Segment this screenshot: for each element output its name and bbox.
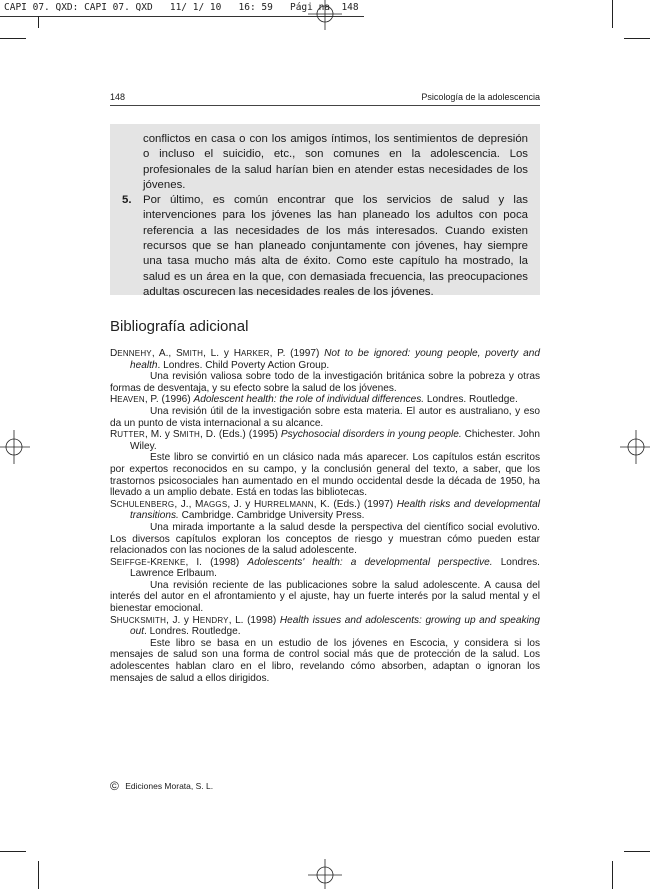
list-item-text: Por último, es común encontrar que los servicios de salud y las intervenciones para los jóvenes las han planeado los adultos con poca referencia a las necesidades de los más interesados. Cuando existen recursos que se han planeado conjuntamente con jóvenes, hay siempre una tasa mucho más alta de éxito. Como este capítulo ha mostrado, la salud es un área en la que, con demasiada frecuencia, las preocupaciones adultas oscurecen las necesidades reales de los jóvenes. <box>143 194 528 298</box>
reference-a2: , P. (1996) <box>144 394 194 406</box>
reference-a1sc: EAVEN <box>117 395 145 405</box>
reference-title: Psychosocial disorders in young people. <box>280 429 462 441</box>
running-head <box>110 91 540 106</box>
registration-mark-bottom <box>308 855 342 889</box>
reference-rest: Cambridge. Cambridge University Press. <box>178 510 365 522</box>
copyright-symbol: © <box>110 779 119 793</box>
reference <box>110 615 540 638</box>
reference-a1sc: UTTER <box>117 430 145 440</box>
page-number: 148 <box>110 92 126 102</box>
reference-a1: R <box>110 429 118 441</box>
reference-title: Adolescents' health: a developmental perspective. <box>247 556 493 568</box>
crop-mark-top-right-h <box>624 38 650 39</box>
list-item-number: 5. <box>122 194 132 207</box>
crop-mark-bottom-right-v <box>612 861 613 889</box>
reference-a1: S <box>110 614 117 626</box>
reference-a1: D <box>110 348 118 359</box>
reference-a2: , M. y S <box>144 429 180 441</box>
reference-rest: Chichester. John Wiley. <box>130 429 540 452</box>
reference-rest: . Londres. Child Poverty Action Group. <box>157 359 330 371</box>
reference-a4: , K. (Eds.) (1997) <box>313 498 397 510</box>
registration-mark-top <box>308 0 342 34</box>
crop-mark-bottom-left-v <box>38 861 39 889</box>
reference-a2sc: MITH <box>179 430 201 440</box>
reference-a1sc: CHULENBERG <box>116 499 175 509</box>
reference-a3sc: URRELMANN <box>261 499 314 509</box>
bibliography-entry <box>110 499 540 557</box>
bibliography-entry <box>110 429 540 499</box>
reference <box>110 429 540 452</box>
reference-a3: , D. (Eds.) (1995) <box>200 429 281 441</box>
reference-a1sc: ENNEHY <box>117 349 152 358</box>
reference-a3: , L. y H <box>203 348 241 359</box>
reference-annotation: Una revisión útil de la investigación sobre esta materia. El autor es australiano, y eso da un punto de vista internacional a su alcance. <box>110 405 540 429</box>
reference-a1: H <box>110 394 118 406</box>
crop-mark-top-left-h <box>0 38 26 39</box>
bibliography-list <box>110 348 540 684</box>
reference-a2sc: AGGS <box>203 499 228 509</box>
reference-a3: , I. (1998) <box>185 556 248 568</box>
crop-mark-top-left-v <box>38 16 39 28</box>
bibliography-entry <box>110 557 540 615</box>
crop-mark-bottom-right-h <box>624 851 650 852</box>
highlight-box-text <box>122 132 528 300</box>
box-continuation-paragraph: conflictos en casa o con los amigos íntimos, los sentimientos de depresión o incluso el suicidio, etc., son comunes en la adolescencia. Los profesionales de la salud harían bien en atender estas necesidades de los jóvenes. <box>143 133 528 191</box>
registration-mark-right <box>616 430 650 464</box>
reference-a4: , P. (1997) <box>269 348 325 359</box>
reference <box>110 394 540 406</box>
reference-title: Health issues and adolescents: growing up and speaking out <box>130 614 540 638</box>
reference-a2sc: RENKE <box>156 557 186 567</box>
reference-title: Not to be ignored: young people, poverty and health <box>130 348 540 371</box>
reference <box>110 557 540 580</box>
registration-mark-left <box>0 430 34 464</box>
reference-a3: , L. (1998) <box>228 614 280 626</box>
bibliography-entry <box>110 394 540 429</box>
reference-rest: Londres. Routledge. <box>424 394 518 406</box>
reference-title: Adolescent health: the role of individual differences. <box>193 394 425 406</box>
reference-annotation: Una mirada importante a la salud desde la perspectiva del científico social evolutivo. Los diversos capítulos exploran los conceptos de riesgo y muestran cómo pueden estar relacionados con las nociones de la salud adolescente. <box>110 521 540 557</box>
print-slug: CAPI 07. QXD: CAPI 07. QXD 11/ 1/ 10 16: 59 Pági na 148 <box>0 0 364 17</box>
reference-rest: . Londres. Routledge. <box>144 626 241 638</box>
reference-annotation: Este libro se convirtió en un clásico nada más aparecer. Los capítulos están escritos por expertos reconocidos en su campo, y la conclusión general del texto, a saber, que los trastornos psicosociales han aumentado en el mundo occidental desde la década de 1950, ha llevado a un amplio debate. Está en todas las bibliotecas. <box>110 452 540 499</box>
reference <box>110 348 540 371</box>
reference-title: Health risks and developmental transitions. <box>130 498 541 522</box>
crop-mark-top-right-v <box>612 0 613 28</box>
reference-a2: -K <box>146 556 157 568</box>
reference-a1sc: EIFFGE <box>116 557 147 567</box>
reference-annotation: Este libro se basa en un estudio de los jóvenes en Escocia, y considera si los mensajes de salud son una forma de control social más que de protección de la salud. Los adolescentes hablan claro en el libro, revelando cómo absorben, adaptan o ignoran los mensajes de salud a ellos dirigidos. <box>110 637 540 684</box>
running-title: Psicología de la adolescencia <box>421 92 540 102</box>
reference-a2sc: MITH <box>182 349 204 358</box>
reference-a2: , A., S <box>151 348 183 359</box>
reference-a2: , J. y H <box>166 614 200 626</box>
bibliography-entry <box>110 615 540 685</box>
reference-a2: , J., M <box>174 498 204 510</box>
reference-a3: , J. y H <box>227 498 262 510</box>
reference-annotation: Una revisión valiosa sobre todo de la investigación británica sobre la pobreza y otras formas de desventaja, y su efecto sobre la salud de los jóvenes. <box>110 371 540 394</box>
bibliography-entry <box>110 348 540 394</box>
reference-rest: Londres. Lawrence Erlbaum. <box>130 556 540 580</box>
footer <box>110 780 213 792</box>
box-list-item-5 <box>122 193 528 300</box>
reference-a3sc: ARKER <box>241 349 270 358</box>
reference <box>110 499 540 522</box>
reference-a2sc: ENDRY <box>199 615 229 625</box>
crop-mark-bottom-left-h <box>0 851 26 852</box>
section-title: Bibliografía adicional <box>110 318 249 335</box>
publisher-name: Ediciones Morata, S. L. <box>125 781 214 791</box>
reference-annotation: Una revisión reciente de las publicaciones sobre la salud adolescente. A causa del interés del autor en el afrontamiento y el ajuste, hay un fuerte interés por la salud mental y el bienestar emocional. <box>110 579 540 615</box>
reference-a1sc: HUCKSMITH <box>116 615 167 625</box>
reference-a1: S <box>110 556 117 568</box>
reference-a1: S <box>110 498 117 510</box>
